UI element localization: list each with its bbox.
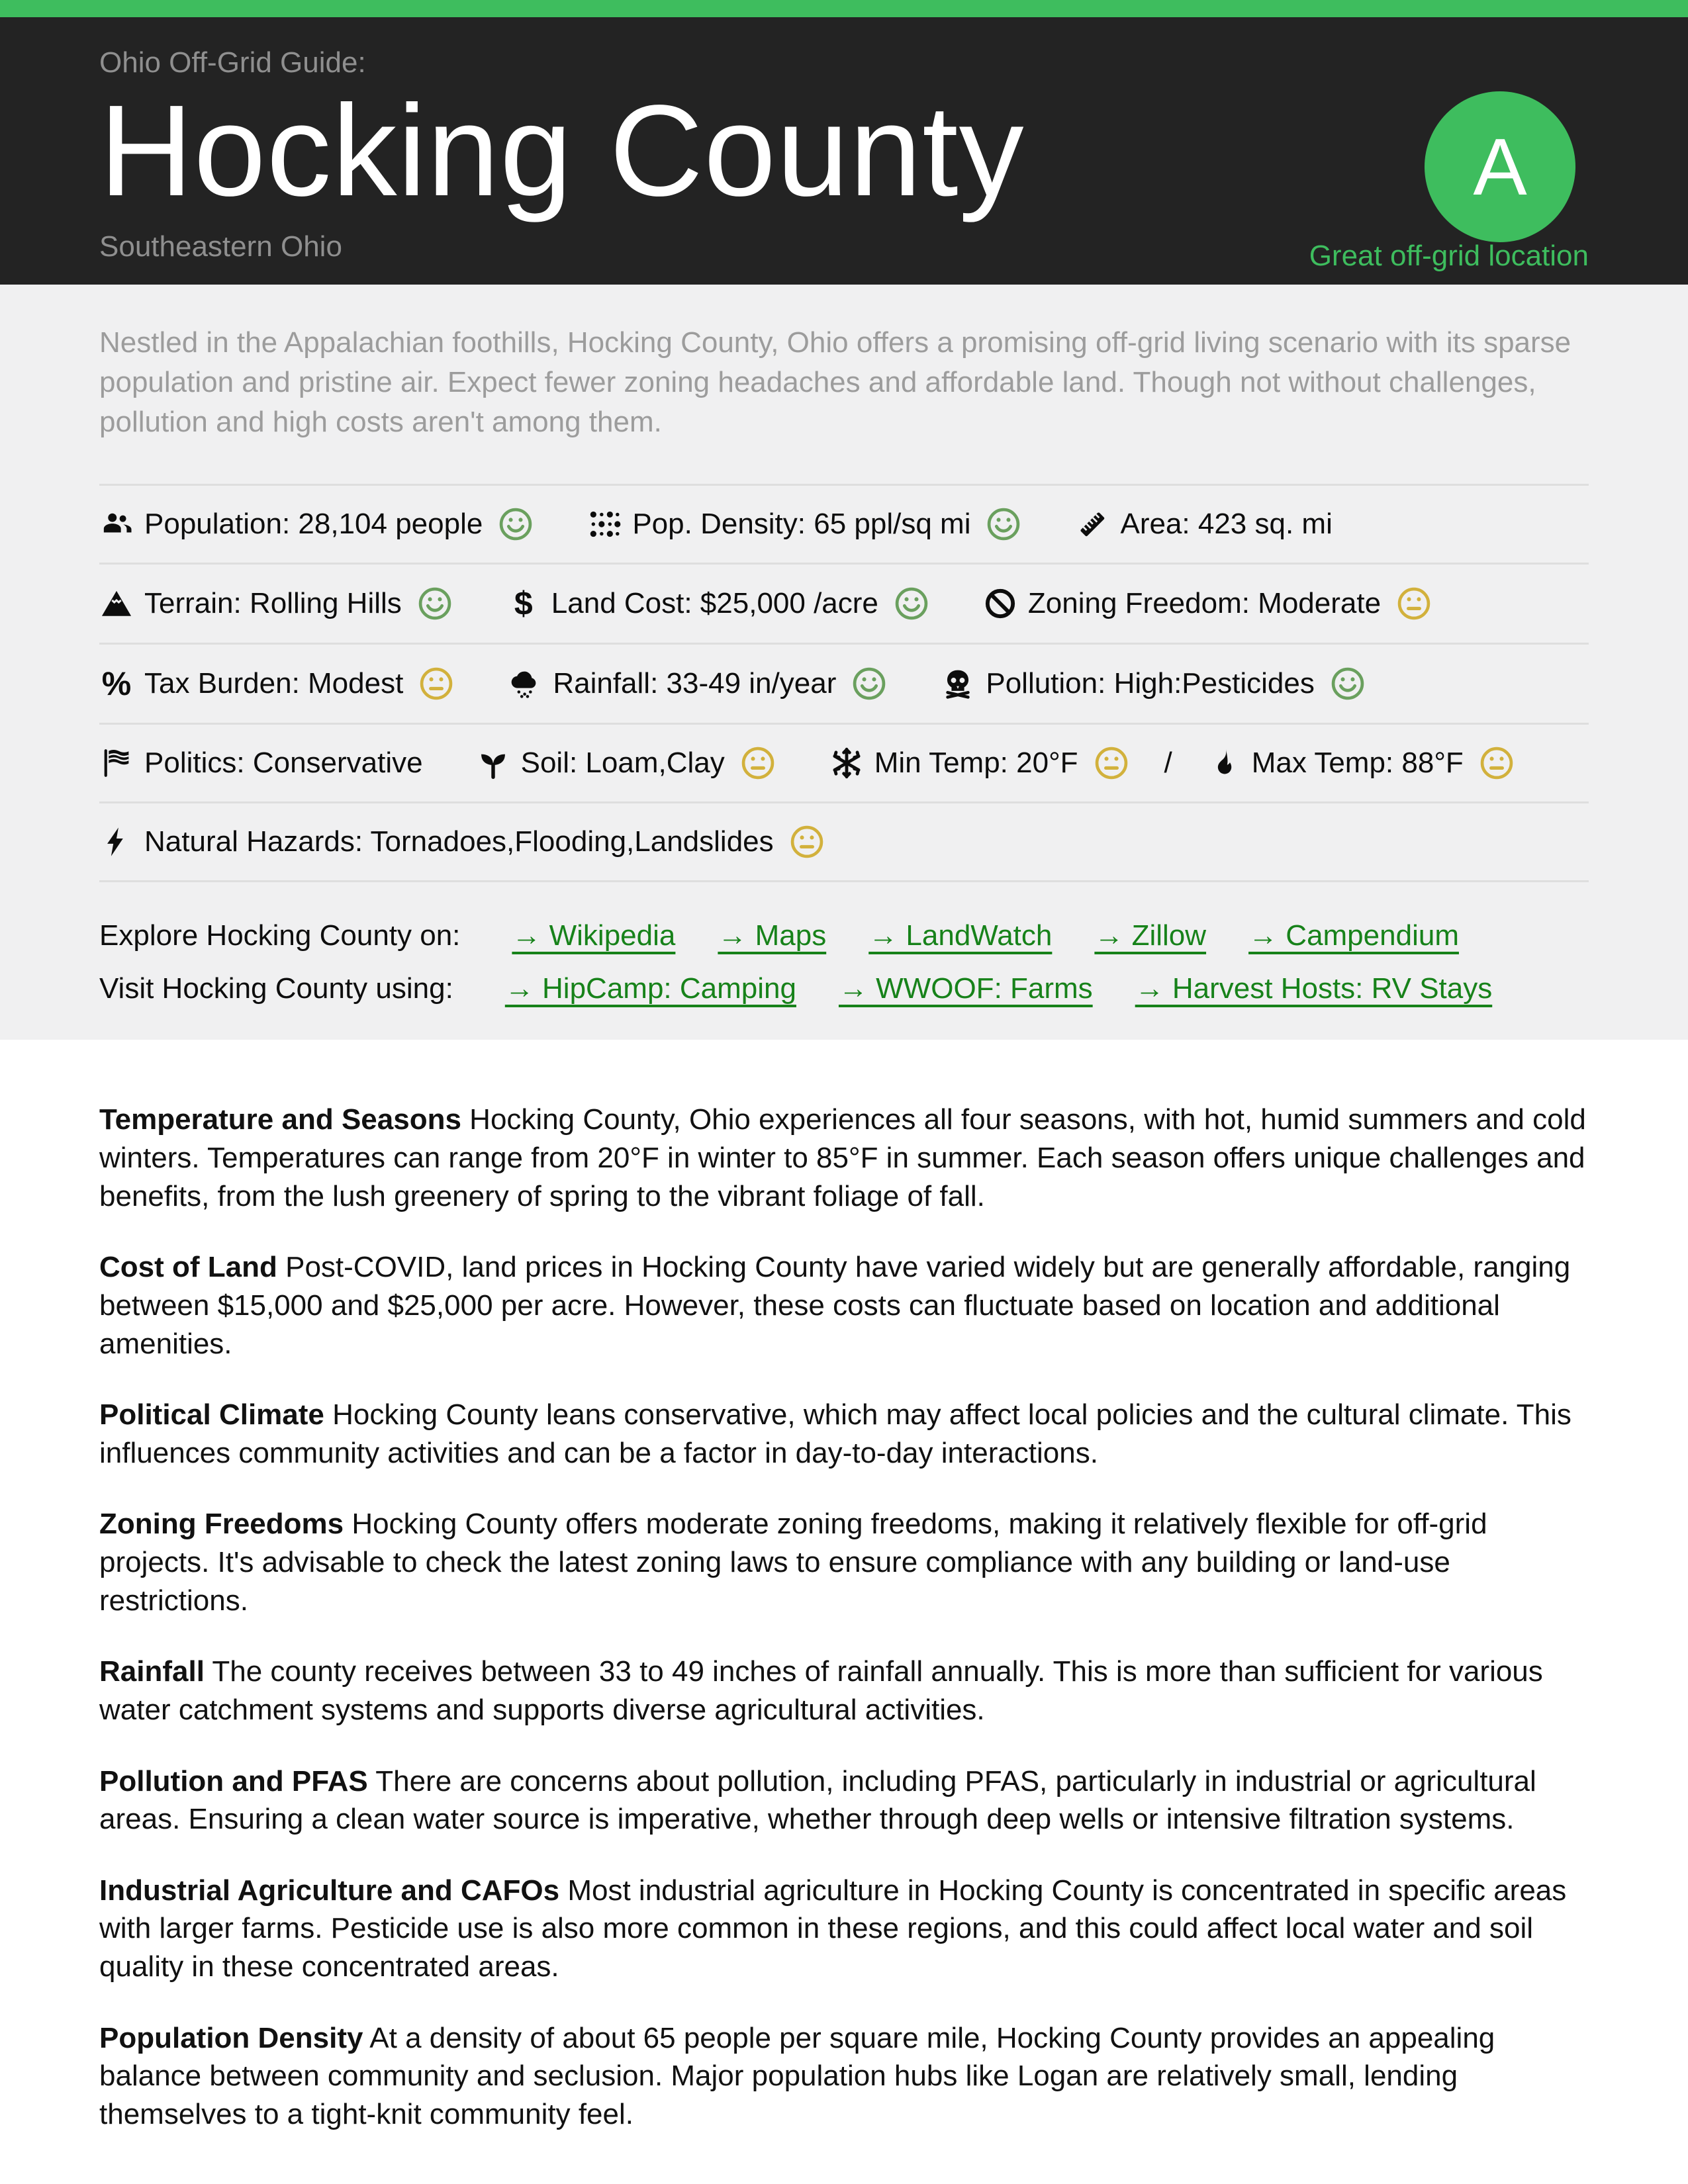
stat-label: Soil: Loam,Clay — [520, 747, 725, 780]
summary-band — [0, 285, 1688, 1040]
visit-links-line — [99, 972, 1589, 1005]
section-body: Most industrial agriculture in Hocking County is concentrated in specific areas with larger farms. Pesticide use is also more common in these regions, and this could affect local water and soil quality in these concentrated areas. — [99, 1874, 1567, 1983]
happy-smiley-icon — [1329, 665, 1366, 702]
happy-smiley-icon — [893, 585, 930, 622]
guide-kicker: Ohio Off-Grid Guide: — [99, 46, 366, 79]
stat-label: Population: 28,104 people — [144, 508, 483, 541]
neutral-smiley-icon — [418, 665, 455, 702]
section-paragraph — [99, 1101, 1589, 1215]
top-accent-bar — [0, 0, 1688, 17]
stat-item — [508, 665, 888, 702]
section-heading: Pollution and PFAS — [99, 1764, 368, 1797]
visit-link[interactable]: → Harvest Hosts: RV Stays — [1135, 972, 1493, 1005]
links-block — [99, 919, 1589, 1005]
neutral-smiley-icon — [1478, 745, 1515, 782]
section-body: Hocking County offers moderate zoning freedoms, making it relatively flexible for off-grid projects. It's advisable to check the latest zoning laws to ensure compliance with any building or land-use restrictions. — [99, 1508, 1487, 1617]
flame-icon — [1207, 747, 1241, 780]
stat-label: Land Cost: $25,000 /acre — [551, 587, 878, 620]
stat-label: Politics: Conservative — [144, 747, 423, 780]
region-subtitle: Southeastern Ohio — [99, 230, 342, 263]
detail-sections — [0, 1040, 1688, 2133]
explore-link[interactable]: → Zillow — [1094, 919, 1207, 952]
section-paragraph — [99, 1396, 1589, 1472]
sprout-icon — [476, 747, 510, 780]
visit-label: Visit Hocking County using: — [99, 972, 453, 1005]
page-title: Hocking County — [99, 78, 1025, 223]
stat-label: Area: 423 sq. mi — [1120, 508, 1333, 541]
stat-item — [587, 506, 1022, 543]
explore-link[interactable]: → LandWatch — [868, 919, 1053, 952]
density-dots-icon — [587, 508, 622, 541]
mountain-icon — [99, 587, 134, 620]
temp-separator: / — [1164, 747, 1172, 780]
stat-label: Terrain: Rolling Hills — [144, 587, 402, 620]
stat-item — [99, 506, 534, 543]
intro-paragraph: Nestled in the Appalachian foothills, Hocking County, Ohio offers a promising off-grid living scenario with its sparse population and pristine air. Expect fewer zoning headaches and affordable land. Though not without challenges, pollution and high costs aren't among them. — [99, 326, 1571, 438]
dollar-icon: $ — [514, 585, 533, 623]
grade-badge — [1425, 91, 1575, 242]
lightning-icon — [99, 825, 134, 858]
stat-label: Pollution: High:Pesticides — [986, 667, 1315, 700]
stat-label: Tax Burden: Modest — [144, 667, 404, 700]
stat-item — [99, 664, 455, 703]
stat-item — [983, 585, 1432, 622]
stat-label: Rainfall: 33-49 in/year — [553, 667, 837, 700]
section-body: Post-COVID, land prices in Hocking County have varied widely but are generally affordable, ranging between $15,000 and $25,000 per acre. However, these costs can fluctuate based on location and additional amenities. — [99, 1251, 1571, 1360]
section-body: The county receives between 33 to 49 inches of rainfall annually. This is more than sufficient for various water catchment systems and supports diverse agricultural activities. — [99, 1655, 1543, 1726]
stats-row — [99, 563, 1589, 643]
section-heading: Temperature and Seasons — [99, 1103, 461, 1136]
flag-icon — [99, 747, 134, 780]
stats-table — [99, 484, 1589, 882]
section-heading: Rainfall — [99, 1655, 205, 1688]
stat-item — [941, 665, 1366, 702]
header — [0, 17, 1688, 285]
section-heading: Industrial Agriculture and CAFOs — [99, 1874, 560, 1907]
stat-item — [506, 584, 930, 623]
stat-label: Zoning Freedom: Moderate — [1027, 587, 1382, 620]
stat-item — [1207, 745, 1515, 782]
stat-item — [476, 745, 776, 782]
skull-icon — [941, 667, 975, 700]
stats-row — [99, 643, 1589, 723]
section-body: There are concerns about pollution, including PFAS, particularly in industrial or agricultural areas. Ensuring a clean water source is imperative, whether through deep wells or intensive filtration systems. — [99, 1764, 1536, 1836]
grade-caption: Great off-grid location — [1309, 240, 1589, 272]
explore-link[interactable]: → Campendium — [1248, 919, 1459, 952]
section-paragraph — [99, 1653, 1589, 1729]
section-body: At a density of about 65 people per square mile, Hocking County provides an appealing balance between community and seclusion. Major population hubs like Logan are relatively small, lending themselves to a tight-knit community feel. — [99, 2021, 1495, 2130]
section-body: Hocking County, Ohio experiences all four seasons, with hot, humid summers and cold winters. Temperatures can range from 20°F in winter to 85°F in summer. Each season offers unique challenges and benefits, from the lush greenery of spring to the vibrant foliage of fall. — [99, 1103, 1586, 1212]
neutral-smiley-icon — [788, 823, 825, 860]
stat-label: Pop. Density: 65 ppl/sq mi — [632, 508, 971, 541]
section-heading: Cost of Land — [99, 1251, 277, 1284]
explore-link[interactable]: → Wikipedia — [512, 919, 676, 952]
people-icon — [99, 508, 134, 541]
stat-label: Natural Hazards: Tornadoes,Flooding,Landslides — [144, 825, 774, 858]
explore-links — [512, 919, 1459, 952]
neutral-smiley-icon — [739, 745, 776, 782]
ruler-icon — [1075, 508, 1109, 541]
neutral-smiley-icon — [1395, 585, 1432, 622]
happy-smiley-icon — [416, 585, 453, 622]
stat-item — [99, 823, 825, 860]
explore-links-line — [99, 919, 1589, 952]
section-body: Hocking County leans conservative, which may affect local policies and the cultural climate. This influences community activities and can be a factor in day-to-day interactions. — [99, 1398, 1571, 1469]
stats-row — [99, 801, 1589, 882]
stat-item — [99, 747, 423, 780]
neutral-smiley-icon — [1093, 745, 1130, 782]
stat-item — [99, 585, 453, 622]
visit-link[interactable]: → HipCamp: Camping — [504, 972, 796, 1005]
section-heading: Zoning Freedoms — [99, 1508, 344, 1541]
section-paragraph — [99, 1248, 1589, 1363]
grade-letter: A — [1473, 122, 1527, 212]
section-paragraph — [99, 1762, 1589, 1839]
snowflake-icon — [829, 747, 864, 780]
section-heading: Population Density — [99, 2021, 363, 2054]
happy-smiley-icon — [497, 506, 534, 543]
section-paragraph — [99, 1872, 1589, 1986]
happy-smiley-icon — [851, 665, 888, 702]
no-entry-icon — [983, 587, 1017, 620]
stat-item — [829, 745, 1130, 782]
visit-links — [505, 972, 1492, 1005]
stats-row — [99, 484, 1589, 563]
stats-row — [99, 723, 1589, 801]
visit-link[interactable]: → WWOOF: Farms — [838, 972, 1093, 1005]
section-paragraph — [99, 1505, 1589, 1619]
stat-item — [1075, 508, 1332, 541]
section-paragraph — [99, 2019, 1589, 2134]
rain-cloud-icon — [508, 667, 542, 700]
happy-smiley-icon — [985, 506, 1022, 543]
percent-icon: % — [101, 665, 132, 703]
explore-label: Explore Hocking County on: — [99, 919, 461, 952]
stat-label: Min Temp: 20°F — [874, 747, 1078, 780]
stat-label: Max Temp: 88°F — [1251, 747, 1464, 780]
explore-link[interactable]: → Maps — [718, 919, 827, 952]
section-heading: Political Climate — [99, 1398, 324, 1432]
